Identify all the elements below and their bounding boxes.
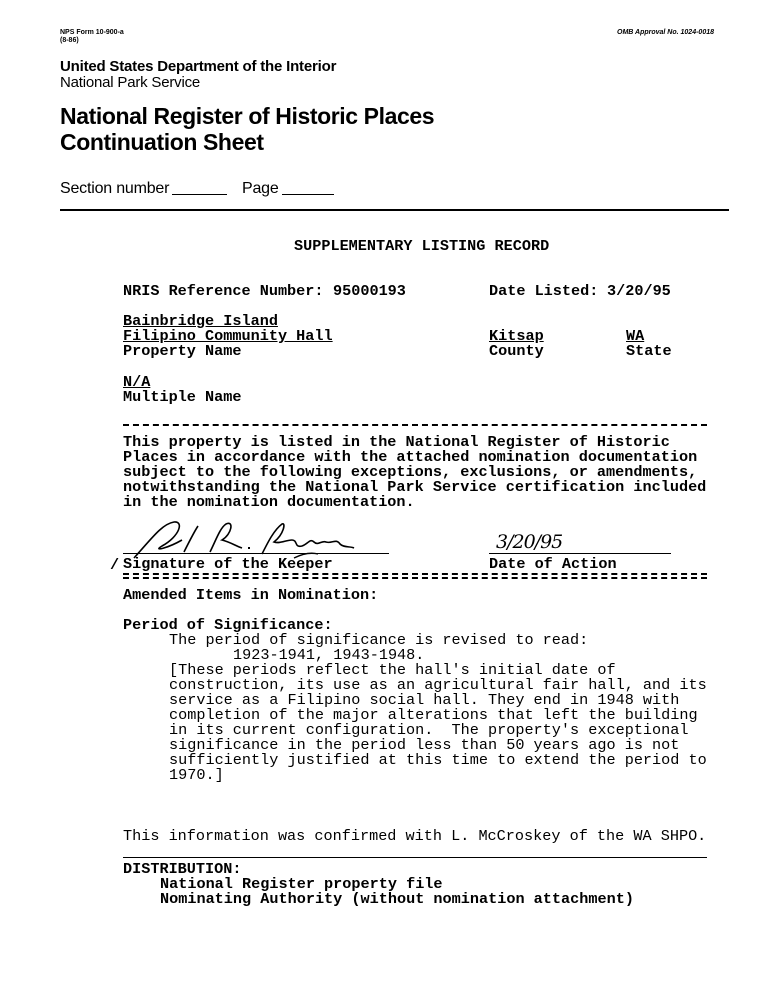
property-name-label: Property Name <box>123 342 242 360</box>
omb-approval: OMB Approval No. 1024-0018 <box>617 29 714 36</box>
date-listed-value: 3/20/95 <box>607 282 671 300</box>
distribution-item: National Register property file <box>160 875 443 893</box>
section-number-blank <box>172 194 227 195</box>
period-intro: The period of significance is revised to read: <box>169 631 589 649</box>
handwritten-date: 3/20/95 <box>496 531 563 553</box>
multiple-name-label: Multiple Name <box>123 388 242 406</box>
multiple-name-value: N/A <box>123 373 151 391</box>
double-separator <box>123 573 707 579</box>
explanation-line-6: significance in the period less than 50 years ago is not <box>169 736 680 754</box>
property-name-line-1: Bainbridge Island <box>123 312 278 330</box>
amended-heading: Amended Items in Nomination: <box>123 586 379 604</box>
title-line-2: Continuation Sheet <box>60 129 264 155</box>
certification-line-5: in the nomination documentation. <box>123 493 415 511</box>
section-number-label: Section number <box>60 180 170 197</box>
form-date: (8-86) <box>60 37 79 44</box>
explanation-line-1: [These periods reflect the hall's initial date of <box>169 661 616 679</box>
date-of-action-label: Date of Action <box>489 555 617 573</box>
signature-check-mark: / <box>110 556 120 574</box>
distribution-item: Nominating Authority (without nomination attachment) <box>160 890 634 908</box>
explanation-line-5: in its current configuration. The property's exceptional <box>169 721 689 739</box>
department-name: United States Department of the Interior <box>60 58 337 75</box>
explanation-line-4: completion of the major alterations that left the building <box>169 706 698 724</box>
page-blank <box>282 194 334 195</box>
service-name: National Park Service <box>60 74 201 91</box>
period-values: 1923-1941, 1943-1948. <box>233 646 425 664</box>
certification-line-3: subject to the following exceptions, exclusions, or amendments, <box>123 463 698 481</box>
date-listed-label: Date Listed: <box>489 282 599 300</box>
period-heading: Period of Significance: <box>123 616 333 634</box>
page-label: Page <box>242 180 279 197</box>
explanation-line-7: sufficiently justified at this time to extend the period to <box>169 751 707 769</box>
state-label: State <box>626 342 672 360</box>
nris-label: NRIS Reference Number: <box>123 282 324 300</box>
state-value: WA <box>626 327 645 345</box>
form-number: NPS Form 10-900-a <box>60 29 124 36</box>
certification-line-4: notwithstanding the National Park Service certification included <box>123 478 707 496</box>
county-value: Kitsap <box>489 327 544 345</box>
date-line <box>489 553 671 554</box>
county-label: County <box>489 342 544 360</box>
explanation-line-3: service as a Filipino social hall. They end in 1948 with <box>169 691 680 709</box>
explanation-line-8: 1970.] <box>169 766 224 784</box>
certification-line-2: Places in accordance with the attached nomination documentation <box>123 448 698 466</box>
header-rule <box>60 209 729 211</box>
signature-line <box>123 553 389 554</box>
certification-line-1: This property is listed in the National Register of Historic <box>123 433 670 451</box>
record-heading: SUPPLEMENTARY LISTING RECORD <box>294 237 550 255</box>
distribution-rule <box>123 857 707 858</box>
property-name-line-2: Filipino Community Hall <box>123 327 333 345</box>
signature-label: Signature of the Keeper <box>123 555 333 573</box>
confirmation-note: This information was confirmed with L. McCroskey of the WA SHPO. <box>123 827 707 845</box>
nris-value: 95000193 <box>333 282 406 300</box>
title-line-1: National Register of Historic Places <box>60 103 435 129</box>
distribution-heading: DISTRIBUTION: <box>123 860 242 878</box>
explanation-line-2: construction, its use as an agricultural fair hall, and its <box>169 676 707 694</box>
dashed-separator <box>123 424 707 426</box>
